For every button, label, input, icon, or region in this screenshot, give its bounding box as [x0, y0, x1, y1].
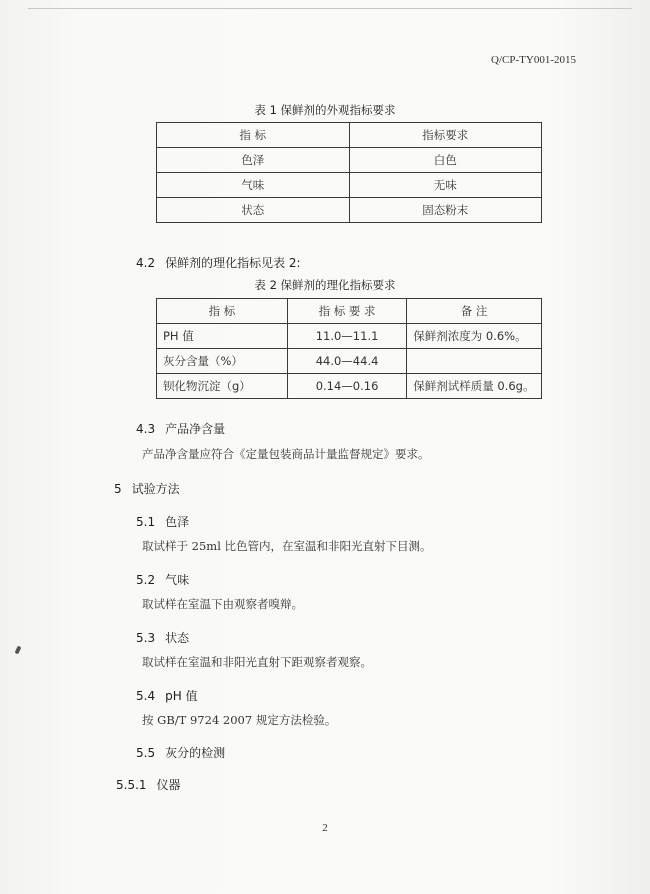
section-5-2-heading — [136, 571, 189, 588]
section-number: 5 — [114, 482, 122, 496]
section-title: 色泽 — [165, 515, 190, 529]
section-number: 4.2 — [136, 256, 156, 270]
section-4-2 — [136, 254, 301, 271]
table-cell: 保鲜剂浓度为 0.6%。 — [407, 324, 542, 349]
section-5-5-1-heading — [116, 776, 181, 793]
table-cell: 无味 — [349, 173, 542, 198]
table-row — [157, 374, 542, 399]
table-cell: 色泽 — [157, 148, 350, 173]
section-text: 保鲜剂的理化指标见表 2: — [165, 256, 301, 270]
section-number: 4.3 — [136, 422, 156, 436]
table-cell: PH 值 — [157, 324, 288, 349]
table2-header-row — [157, 299, 542, 324]
section-number: 5.2 — [136, 573, 156, 587]
section-5-5-heading — [136, 744, 225, 761]
table-cell: 11.0—11.1 — [287, 324, 406, 349]
table2-caption: 表 2 保鲜剂的理化指标要求 — [254, 278, 396, 292]
section-5-2-body: 取试样在室温下由观察者嗅辩。 — [142, 597, 303, 611]
table1-header-row — [157, 123, 542, 148]
top-edge-line — [28, 8, 632, 9]
section-number: 5.5 — [136, 746, 156, 760]
section-number: 5.5.1 — [116, 778, 147, 792]
section-title: 产品净含量 — [165, 422, 226, 436]
section-5-3-body: 取试样在室温和非阳光直射下距观察者观察。 — [142, 655, 372, 669]
document-code: Q/CP-TY001-2015 — [491, 54, 576, 66]
section-5-4-body: 按 GB/T 9724 2007 规定方法检验。 — [142, 713, 337, 727]
section-4-3-body: 产品净含量应符合《定量包装商品计量监督规定》要求。 — [142, 447, 430, 461]
table-row — [157, 198, 542, 223]
table-cell: 气味 — [157, 173, 350, 198]
section-5-1-body: 取试样于 25ml 比色管内，在室温和非阳光直射下目测。 — [142, 539, 432, 553]
table-row — [157, 349, 542, 374]
section-title: 灰分的检测 — [165, 746, 226, 760]
table1-caption: 表 1 保鲜剂的外观指标要求 — [254, 103, 396, 117]
section-number: 5.4 — [136, 689, 156, 703]
table-cell: 0.14—0.16 — [287, 374, 406, 399]
section-number: 5.1 — [136, 515, 156, 529]
section-5-4-heading — [136, 687, 198, 704]
table1-header-cell: 指 标 — [157, 123, 350, 148]
table-cell: 灰分含量（%） — [157, 349, 288, 374]
table-cell: 固态粉末 — [349, 198, 542, 223]
table2 — [156, 298, 542, 399]
section-4-3-heading — [136, 420, 225, 437]
table-cell: 状态 — [157, 198, 350, 223]
scan-speck — [14, 646, 21, 655]
section-5-heading — [114, 480, 180, 497]
table-cell: 44.0—44.4 — [287, 349, 406, 374]
table-row — [157, 148, 542, 173]
table2-header-cell: 指 标 要 求 — [287, 299, 406, 324]
section-5-3-heading — [136, 629, 189, 646]
section-5-1-heading — [136, 513, 189, 530]
table-cell — [407, 349, 542, 374]
table-cell: 钡化物沉淀（g） — [157, 374, 288, 399]
section-title: 气味 — [165, 573, 190, 587]
section-title: pH 值 — [165, 689, 198, 703]
table2-header-cell: 备 注 — [407, 299, 542, 324]
table-cell: 白色 — [349, 148, 542, 173]
section-title: 试验方法 — [131, 482, 180, 496]
table1 — [156, 122, 542, 223]
table-cell: 保鲜剂试样质量 0.6g。 — [407, 374, 542, 399]
table2-header-cell: 指 标 — [157, 299, 288, 324]
table-row — [157, 324, 542, 349]
section-title: 状态 — [165, 631, 190, 645]
section-title: 仪器 — [156, 778, 181, 792]
section-number: 5.3 — [136, 631, 156, 645]
table-row — [157, 173, 542, 198]
table1-header-cell: 指标要求 — [349, 123, 542, 148]
page-number: 2 — [322, 822, 328, 834]
